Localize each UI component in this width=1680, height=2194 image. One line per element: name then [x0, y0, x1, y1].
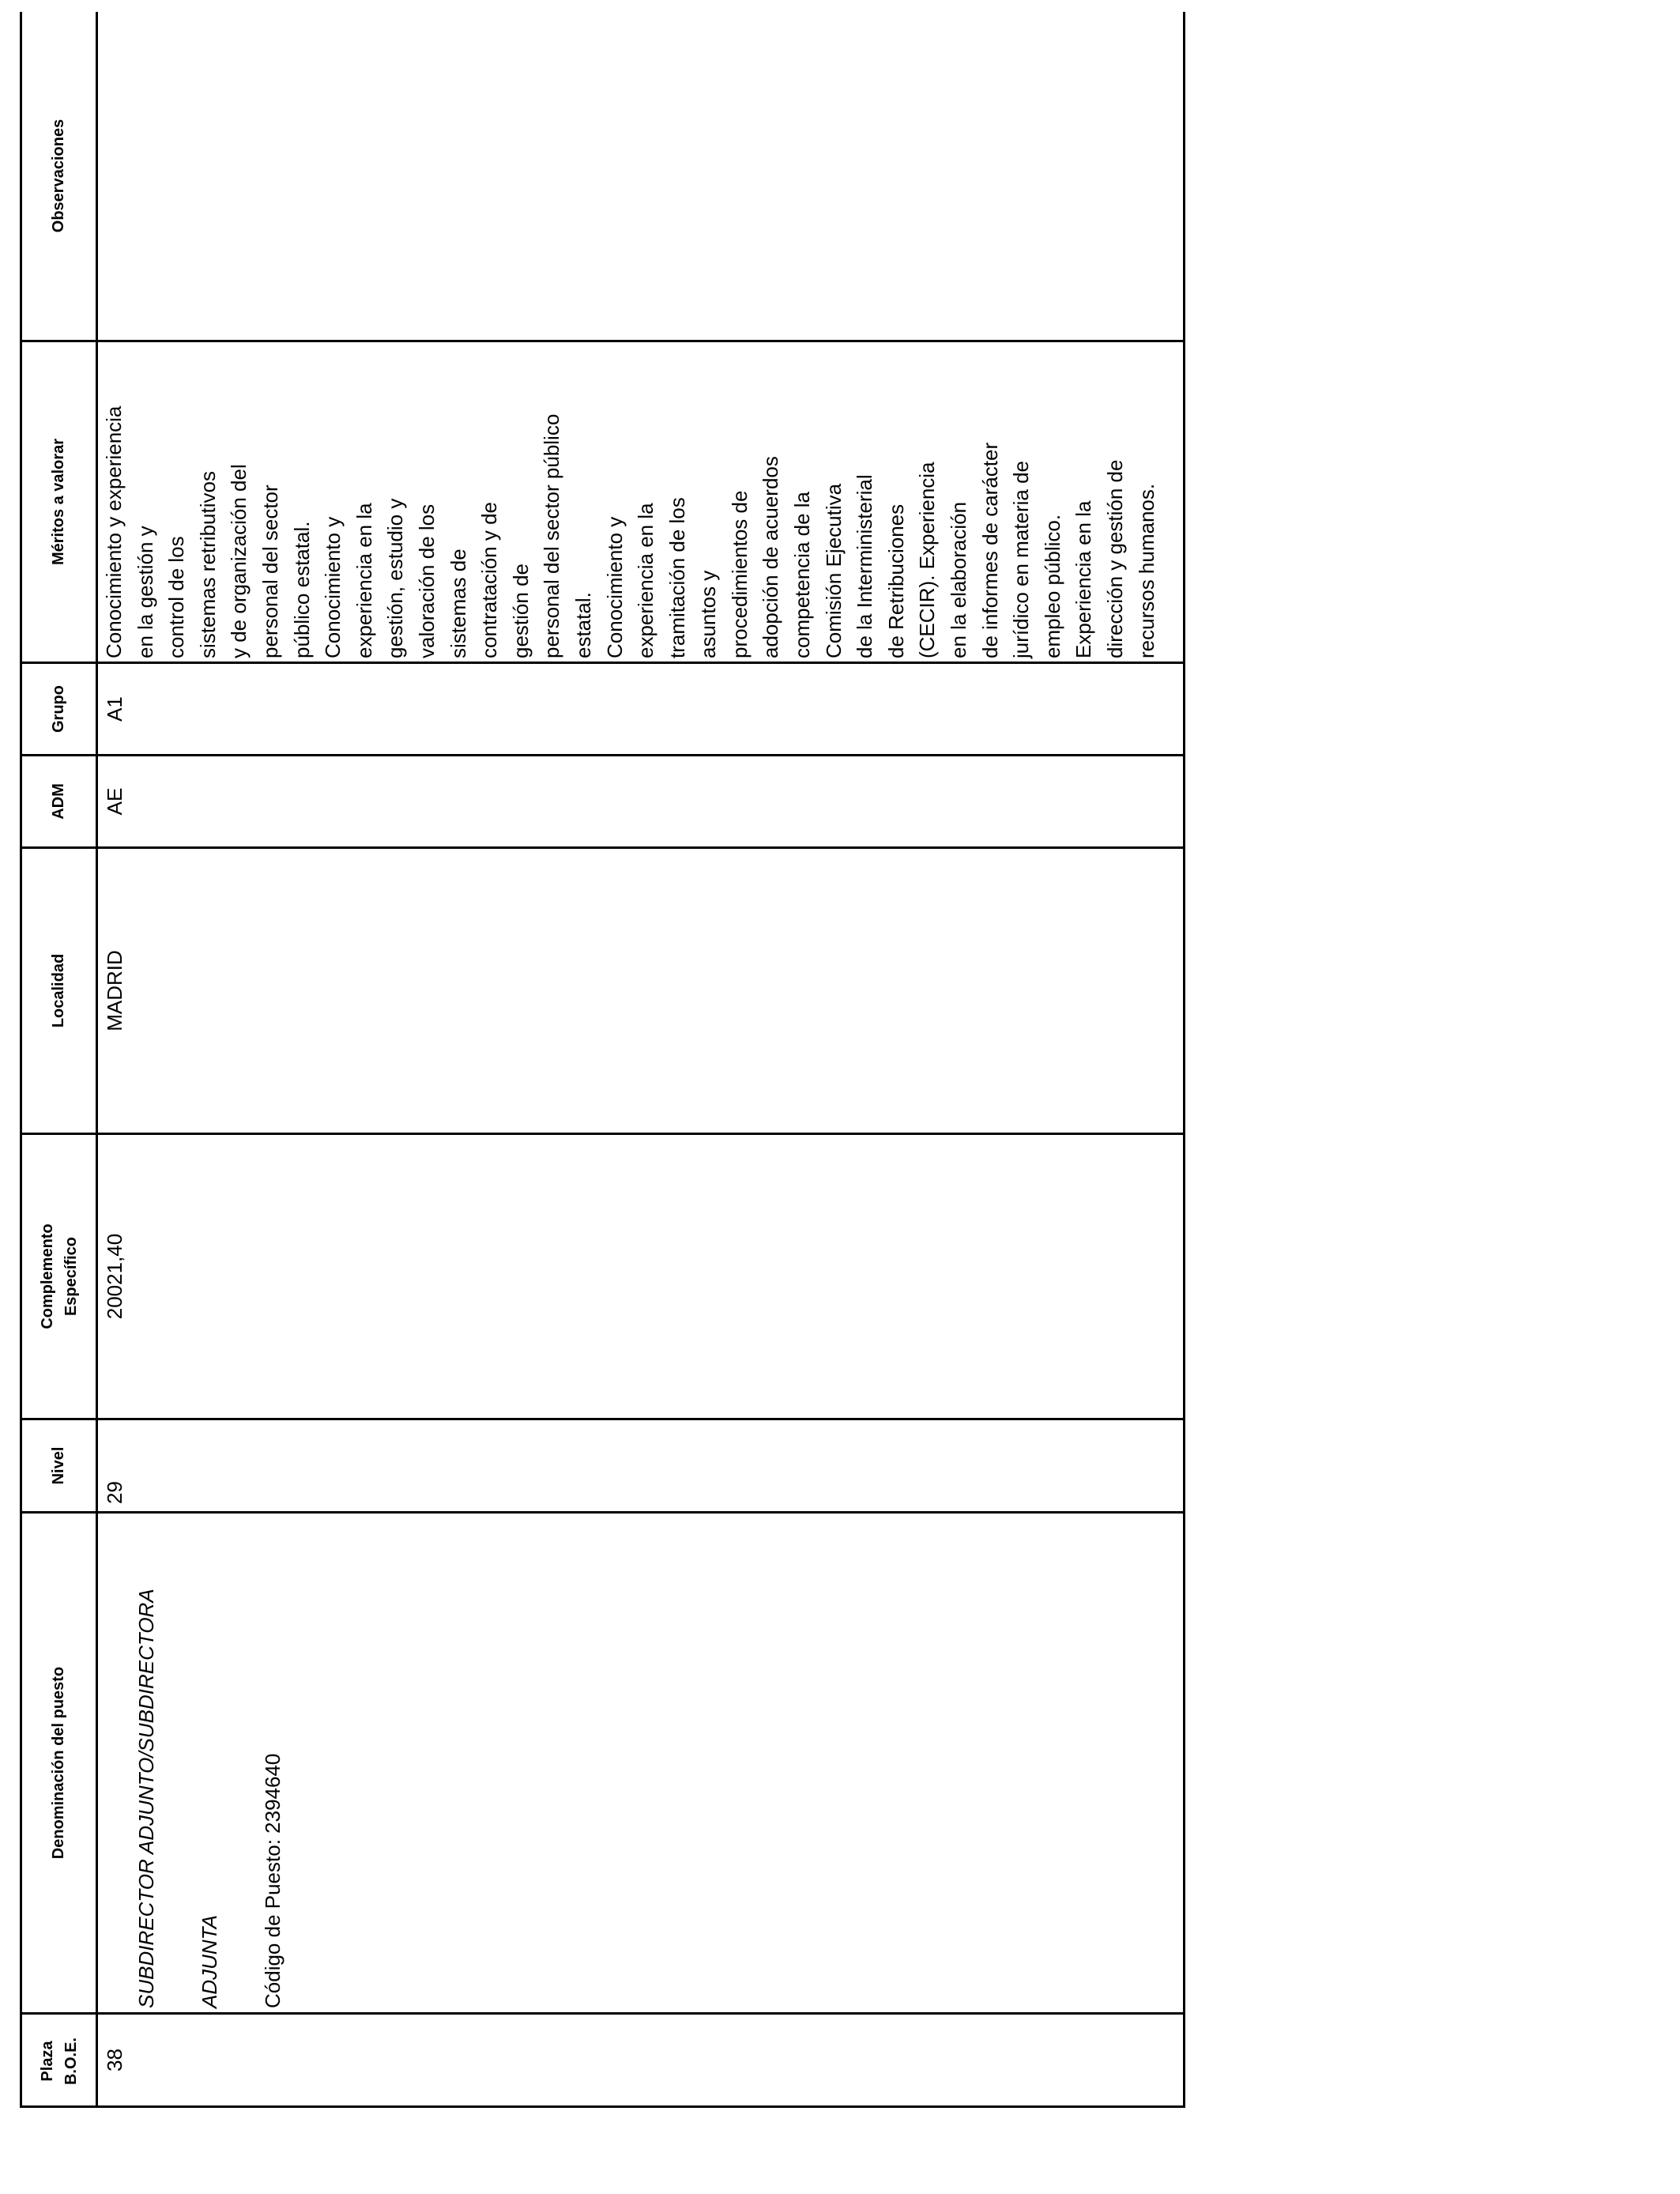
- cell-nivel: 29: [103, 1481, 126, 1504]
- header-denominacion: [47, 1514, 70, 2012]
- codigo-puesto: Código de Puesto: 2394640: [261, 1753, 284, 2008]
- cell-plaza: 38: [103, 2049, 126, 2071]
- cell-grupo: A1: [103, 696, 126, 722]
- header-adm: [47, 756, 70, 846]
- col-sep-adm: [20, 754, 1185, 756]
- col-border-left: [20, 2105, 1185, 2108]
- header-plaza-line1: Plaza: [39, 2041, 56, 2082]
- col-sep-localidad: [20, 846, 1185, 849]
- header-nivel-label: Nivel: [50, 1446, 67, 1485]
- cell-denominacion: [99, 1517, 320, 2008]
- col-sep-plaza: [20, 2012, 1185, 2015]
- table-bottom-border: [1183, 12, 1185, 2108]
- cell-localidad: MADRID: [103, 950, 126, 1031]
- header-localidad-label: Localidad: [50, 953, 67, 1028]
- header-grupo-label: Grupo: [50, 685, 67, 733]
- header-grupo: [47, 664, 70, 754]
- header-complemento: [36, 1135, 83, 1418]
- table-top-border: [20, 12, 22, 2108]
- col-sep-meritos: [20, 340, 1185, 342]
- col-sep-complemento: [20, 1133, 1185, 1135]
- header-meritos: [47, 342, 70, 662]
- cell-complemento: 20021,40: [103, 1233, 126, 1320]
- col-sep-nivel: [20, 1418, 1185, 1420]
- header-denominacion-label: Denominación del puesto: [50, 1666, 67, 1860]
- col-sep-denominacion: [20, 1511, 1185, 1514]
- denominacion-title-line1: SUBDIRECTOR ADJUNTO/SUBDIRECTORA: [134, 1589, 158, 2008]
- rotated-table: [20, 12, 1185, 2108]
- cell-adm: AE: [103, 787, 126, 816]
- col-sep-grupo: [20, 662, 1185, 664]
- header-observaciones-label: Observaciones: [50, 119, 67, 233]
- denominacion-title-line2: ADJUNTA: [198, 1915, 221, 2008]
- header-complemento-line1: Complemento: [39, 1223, 56, 1329]
- header-nivel: [47, 1420, 70, 1511]
- header-separator: [96, 12, 98, 2108]
- header-adm-label: ADM: [50, 783, 67, 820]
- header-plaza: [36, 2015, 83, 2108]
- cell-meritos: Conocimiento y experiencia en la gestión y control de los sistemas retributivos y de organización del personal del sector público estatal. Conocimiento y experiencia en la gestión, estudio y valoración de los sistemas de contratación y de gestión de personal del sector público estatal. Conocimiento y experiencia en la tramitación de los asuntos y procedimientos de adopción de acuerdos competencia de la Comisión Ejecutiva de la Interministerial de Retribuciones (CECIR). Experiencia en la elaboración de informes de carácter jurídico en materia de empleo público. Experiencia en la dirección y gestión de recursos humanos.: [102, 405, 1158, 658]
- header-localidad: [47, 849, 70, 1133]
- header-meritos-label: Méritos a valorar: [50, 438, 67, 566]
- header-observaciones: [47, 12, 70, 340]
- header-complemento-line2: Específico: [62, 1236, 80, 1317]
- header-plaza-line2: B.O.E.: [62, 2038, 80, 2086]
